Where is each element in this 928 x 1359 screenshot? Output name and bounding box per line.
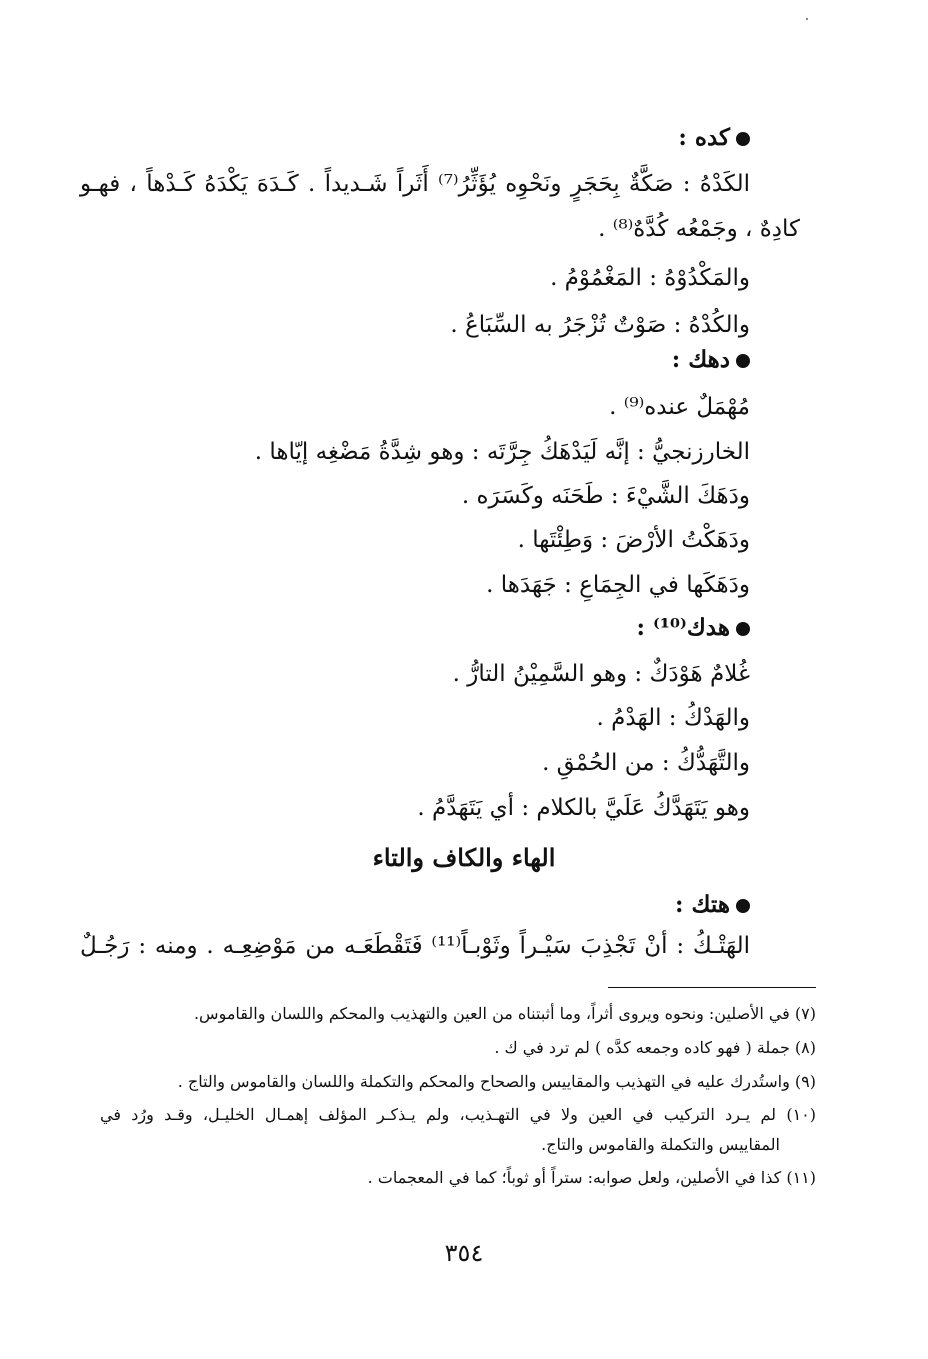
entry-line: ودَهَكَ الشَّيْءَ : طَحَنَه وكَسَرَه . [461, 483, 750, 509]
entry-line: الهَتْـكُ : أنْ تَجْذِبَ سَيْـراً وثَوْبـاً⁽¹¹⁾ فَتَقْطَعَـه من مَوْضِعِـه . ومنه : رَجُـلٌ [80, 933, 750, 959]
footnote: (٧) في الأصلين: ونحوه ويروى أثراً، وما أثبتناه من العين والتهذيب والمحكم واللسان والقاموس. [193, 1004, 816, 1023]
entry-heading-kadh [678, 122, 750, 154]
footnote: (١٠) لم يـرد التركيب في العين ولا في التهـذيب، ولم يـذكـر المؤلف إهمـال الخليـل، وقـد ورُد في [100, 1105, 816, 1124]
bullet-icon [736, 132, 750, 146]
footnote: (٨) جملة ( فهو كاده وجمعه كدَّه ) لم ترد في ك . [494, 1038, 816, 1057]
entry-heading-hatk [675, 889, 750, 921]
footnote: (٩) واستُدرك عليه في التهذيب والمقاييس والصحاح والمحكم والتكملة واللسان والقاموس والتاج . [177, 1072, 816, 1091]
entry-line: والهَدْكُ : الهَدْمُ . [596, 705, 750, 731]
entry-heading-hadk [636, 612, 750, 644]
entry-line: ودَهَكْتُ الأرْضَ : وَطِئْتَها . [517, 527, 750, 553]
bullet-icon [736, 622, 750, 636]
entry-line: وهو يَتَهَدَّكُ عَلَيَّ بالكلام : أي يَتَهَدَّمُ . [417, 795, 750, 821]
entry-line: مُهْمَلٌ عنده⁽⁹⁾ . [609, 394, 750, 420]
entry-line: الكَدْهُ : صَكَّةٌ بِحَجَرٍ ونَحْوِه يُؤَثِّرُ⁽⁷⁾ أَثَراً شَـديداً . كَـدَهَ يَكْدَهُ كَـدْهاً ، فهـو [80, 171, 751, 197]
bullet-icon [736, 899, 750, 913]
entry-heading-text: كده : [678, 124, 730, 151]
entry-heading-text: هتك : [675, 891, 730, 918]
footnote-divider [608, 987, 816, 988]
section-title: الهاء والكاف والتاء [372, 843, 556, 872]
entry-heading-text: هدك⁽¹⁰⁾ : [636, 614, 730, 641]
entry-line: غُلامٌ هَوْدَكٌ : وهو السَّمِيْنُ التارُّ . [452, 661, 750, 687]
entry-line: والمَكْدُوْهُ : المَغْمُوْمُ . [550, 265, 750, 291]
bullet-icon [736, 354, 750, 368]
entry-line: والتَّهَدُّكُ : من الحُمْقِ . [542, 750, 750, 776]
scan-speck [806, 18, 808, 20]
entry-heading-dahk [672, 344, 750, 376]
footnote: (١١) كذا في الأصلين، ولعل صوابه: ستراً أو ثوباً؛ كما في المعجمات . [367, 1168, 816, 1187]
page-number: ٣٥٤ [444, 1239, 484, 1267]
entry-line: ودَهَكَها في الجِمَاعِ : جَهَدَها . [486, 572, 750, 598]
footnote-continuation: المقاييس والتكملة والقاموس والتاج. [541, 1135, 780, 1154]
entry-line: كادِهٌ ، وجَمْعُه كُدَّهٌ⁽⁸⁾ . [598, 216, 800, 242]
entry-line: والكُدْهُ : صَوْتٌ تُزْجَرُ به السِّبَاعُ . [450, 312, 750, 338]
entry-line: الخارزنجيُّ : إنَّه لَيَدْهَكُ جِرَّتَه : وهو شِدَّةُ مَضْغِه إيّاها . [254, 439, 750, 465]
entry-heading-text: دهك : [671, 346, 730, 373]
